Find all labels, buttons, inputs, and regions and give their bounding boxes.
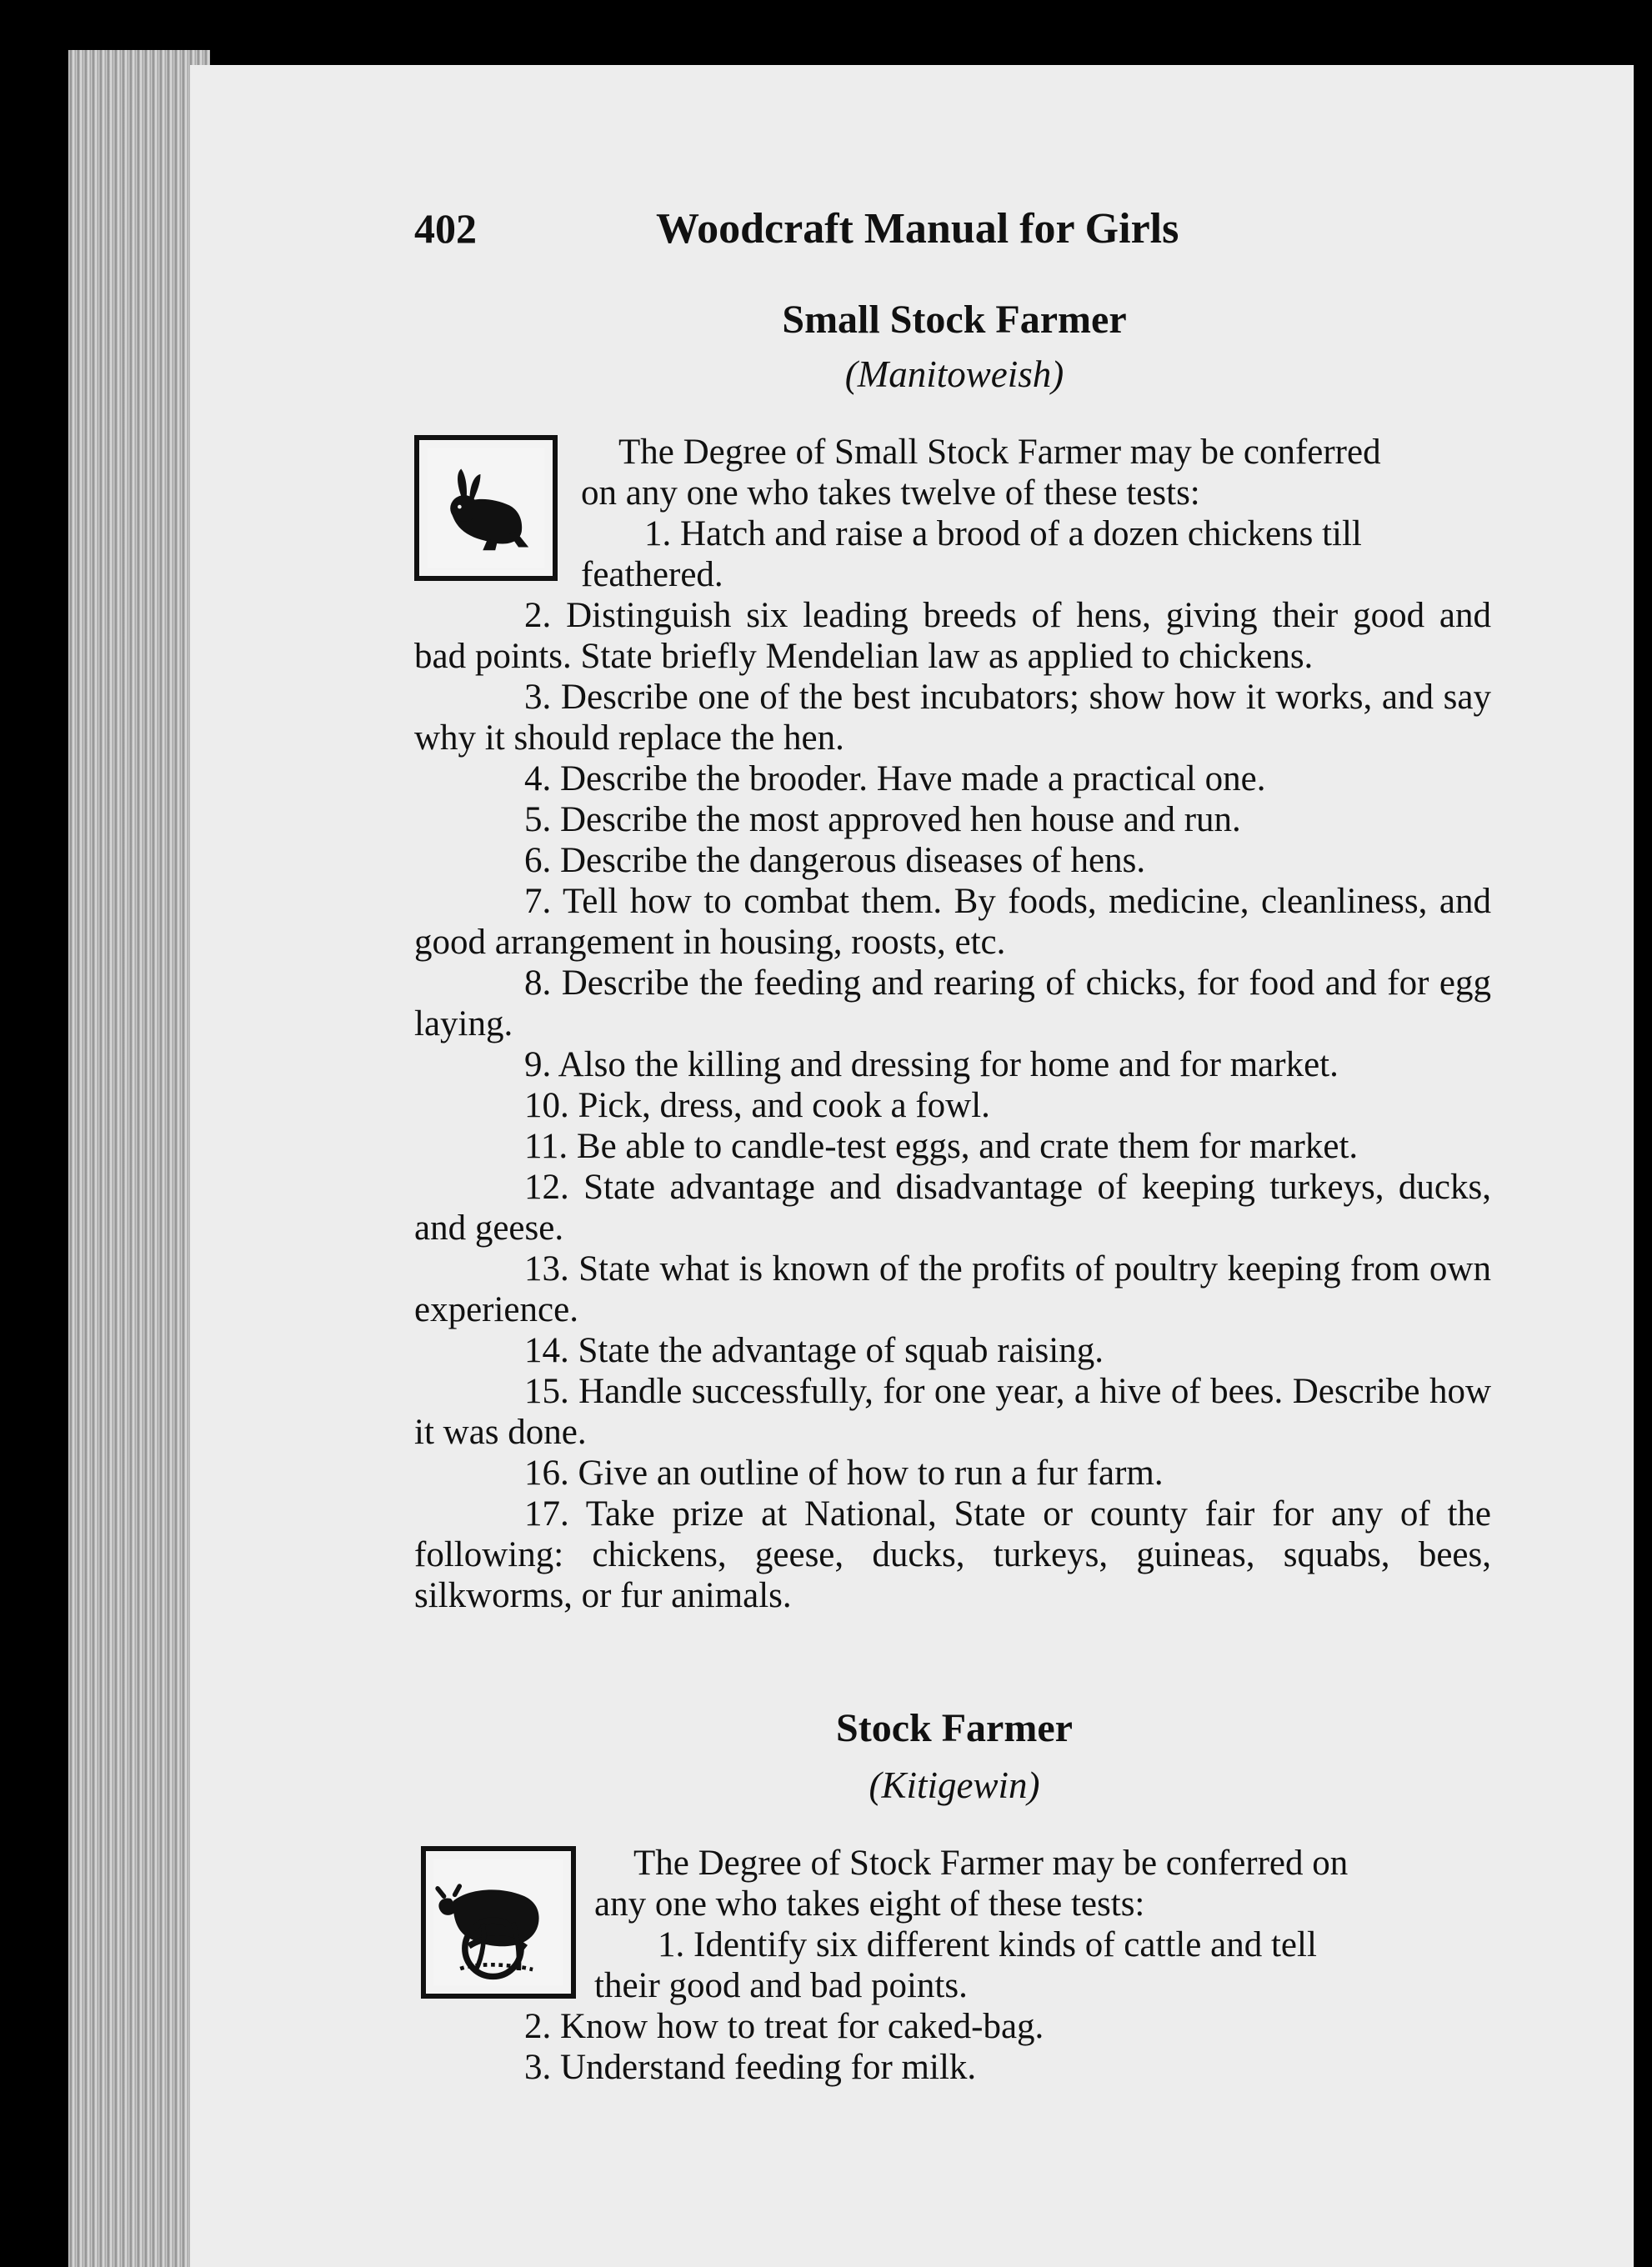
section-title-small-stock-farmer: Small Stock Farmer — [782, 298, 1127, 342]
small-stock-farmer-test-10: 10. Pick, dress, and cook a fowl. — [524, 1086, 990, 1125]
small-stock-farmer-test-14: 14. State the advantage of squab raising. — [524, 1331, 1104, 1370]
stock-farmer-test-1: 1. Identify six different kinds of cattle and tell — [658, 1925, 1317, 1964]
stock-farmer-test-2: 2. Know how to treat for caked-bag. — [524, 2007, 1044, 2046]
running-title: Woodcraft Manual for Girls — [656, 205, 1179, 253]
section-subtitle-kitigewin: (Kitigewin) — [869, 1764, 1040, 1806]
small-stock-farmer-test-15: 15. Handle successfully, for one year, a hive of bees. Describe how it was done. — [414, 1372, 1491, 1452]
book-page-edges — [68, 50, 210, 2267]
small-stock-farmer-text — [414, 432, 1491, 1616]
small-stock-farmer-test-5: 5. Describe the most approved hen house and run. — [524, 800, 1241, 839]
small-stock-farmer-test-17: 17. Take prize at National, State or county fair for any of the following: chickens, geese, ducks, turkeys, guineas, squabs, bees, silkworms, or fur animals. — [414, 1494, 1491, 1615]
stock-farmer-test-1-continued: their good and bad points. — [594, 1966, 968, 2005]
page-header — [414, 204, 1256, 271]
small-stock-farmer-intro-line: on any one who takes twelve of these tests: — [581, 473, 1200, 513]
stock-farmer-intro-line: The Degree of Stock Farmer may be conferred on — [633, 1844, 1349, 1883]
small-stock-farmer-intro-line: The Degree of Small Stock Farmer may be conferred — [618, 433, 1381, 472]
small-stock-farmer-test-8: 8. Describe the feeding and rearing of chicks, for food and for egg laying. — [414, 963, 1491, 1043]
small-stock-farmer-test-9: 9. Also the killing and dressing for home and for market. — [524, 1045, 1339, 1084]
page-number: 402 — [414, 205, 477, 252]
small-stock-farmer-test-11: 11. Be able to candle-test eggs, and crate them for market. — [524, 1127, 1359, 1166]
small-stock-farmer-test-1-continued: feathered. — [581, 555, 723, 594]
small-stock-farmer-test-13: 13. State what is known of the profits of poultry keeping from own experience. — [414, 1249, 1491, 1329]
small-stock-farmer-test-16: 16. Give an outline of how to run a fur farm. — [524, 1454, 1164, 1493]
stock-farmer-intro-line: any one who takes eight of these tests: — [594, 1884, 1145, 1924]
section-title-stock-farmer: Stock Farmer — [836, 1706, 1073, 1750]
stock-farmer-text — [414, 1843, 1494, 2088]
small-stock-farmer-test-12: 12. State advantage and disadvantage of keeping turkeys, ducks, and geese. — [414, 1168, 1491, 1248]
small-stock-farmer-test-1: 1. Hatch and raise a brood of a dozen chickens till — [644, 514, 1362, 553]
small-stock-farmer-test-2: 2. Distinguish six leading breeds of hens, giving their good and bad points. State briefly Mendelian law as applied to chickens. — [414, 596, 1491, 676]
small-stock-farmer-test-7: 7. Tell how to combat them. By foods, medicine, cleanliness, and good arrangement in housing, roosts, etc. — [414, 882, 1491, 962]
small-stock-farmer-test-4: 4. Describe the brooder. Have made a practical one. — [524, 759, 1266, 798]
small-stock-farmer-test-6: 6. Describe the dangerous diseases of hens. — [524, 841, 1146, 880]
section-subtitle-manitoweish: (Manitoweish) — [844, 353, 1064, 395]
small-stock-farmer-test-3: 3. Describe one of the best incubators; show how it works, and say why it should replace the hen. — [414, 678, 1491, 758]
stock-farmer-test-3: 3. Understand feeding for milk. — [524, 2048, 977, 2087]
